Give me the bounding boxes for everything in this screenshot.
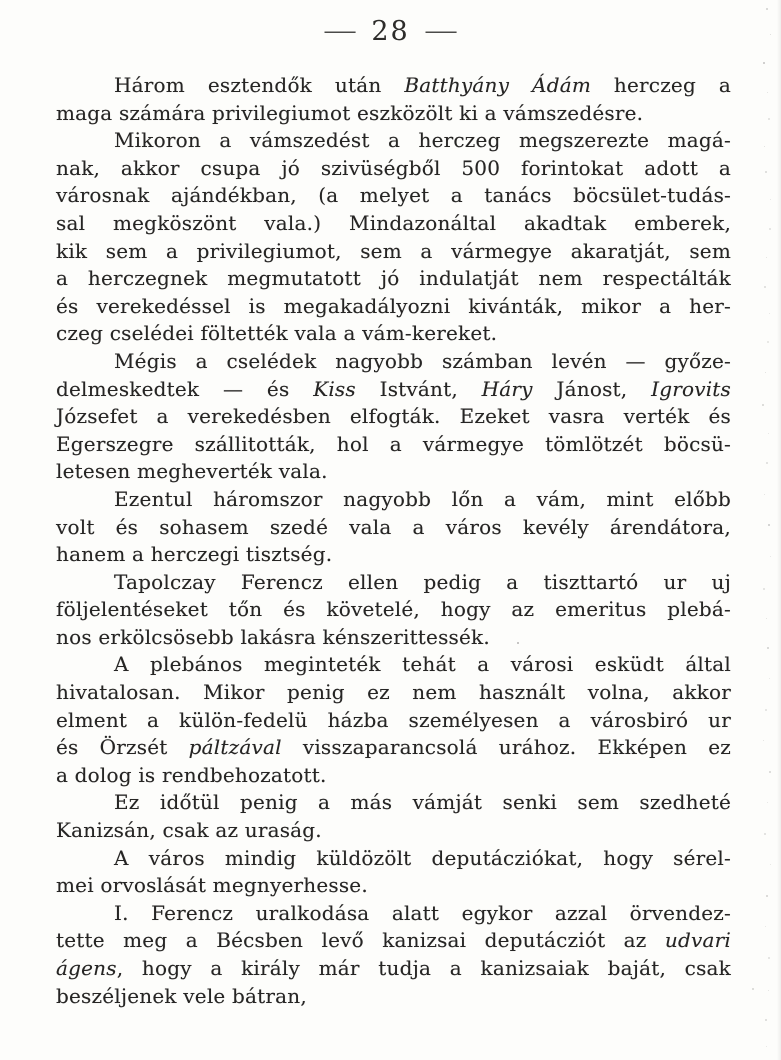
text-run: Tapolczay Ferencz ellen pedig a tiszttartó ur uj: [114, 569, 731, 594]
paragraph: [56, 900, 731, 1010]
text-line: [56, 72, 731, 100]
paragraph: [56, 72, 731, 127]
text-run: volt és sohasem szedé vala a város kevély árendátora,: [56, 514, 731, 539]
page-number: 28: [371, 16, 410, 47]
text-run: beszéljenek vele bátran,: [56, 983, 307, 1008]
paragraph: [56, 789, 731, 844]
paragraph: [56, 569, 731, 652]
italic-name-text: udvari: [664, 928, 731, 953]
text-run: Ez időtül penig a más vámját senki sem szedheté: [114, 790, 731, 815]
text-line: [56, 210, 731, 238]
text-line: [56, 983, 731, 1011]
text-line: [56, 403, 731, 431]
text-run: Mikoron a vámszedést a herczeg megszerezte magá-: [114, 128, 731, 153]
text-run: Mégis a cselédek nagyobb számban levén — győze-: [114, 348, 731, 373]
text-line: [56, 872, 731, 900]
text-run: hanem a herczegi tisztség.: [56, 542, 333, 567]
text-line: [56, 238, 731, 266]
text-line: [56, 293, 731, 321]
italic-name-text: Igrovits: [651, 376, 732, 401]
italic-name-text: Háry: [481, 376, 533, 401]
text-run: Három esztendők után: [114, 73, 405, 97]
text-run: I. Ferencz uralkodása alatt egykor azzal örvendez-: [114, 900, 731, 925]
text-line: [56, 348, 731, 376]
text-run: letesen megheverték vala.: [56, 459, 328, 484]
text-line: [56, 651, 731, 679]
text-run: a dolog is rendbehozatott.: [56, 762, 327, 787]
text-line: [56, 182, 731, 210]
italic-name-text: páltzával: [188, 735, 282, 760]
text-run: tette meg a Bécsben levő kanizsai deputácziót az: [56, 928, 665, 953]
text-line: [56, 900, 731, 928]
text-run: maga számára privilegiumot eszközölt ki a vámszedésre.: [56, 100, 644, 125]
text-line: [56, 569, 731, 597]
paragraph: [56, 651, 731, 789]
text-line: [56, 927, 731, 955]
text-line: [56, 596, 731, 624]
text-run: Kanizsán, csak az uraság.: [56, 818, 322, 843]
text-run: sal megköszönt vala.) Mindazonáltal akadtak emberek,: [56, 210, 731, 235]
paragraph: [56, 348, 731, 486]
text-line: [56, 541, 731, 569]
text-line: [56, 789, 731, 817]
text-run: följelentéseket tőn és követelé, hogy az emeritus plebá-: [56, 597, 731, 622]
text-run: mei orvoslását megnyerhesse.: [56, 873, 368, 898]
text-run: Józsefet a verekedésben elfogták. Ezeket vasra verték és: [56, 404, 731, 429]
text-line: [56, 734, 731, 762]
text-run: Egerszegre szállitották, hol a vármegye tömlötzét böcsü-: [56, 431, 731, 456]
italic-name-text: ágens: [56, 956, 117, 980]
text-run: hivatalosan. Mikor penig ez nem használt volna, akkor: [56, 680, 731, 705]
text-line: [56, 514, 731, 542]
text-run: Ezentul háromszor nagyobb lőn a vám, mint előbb: [114, 486, 731, 511]
italic-name-text: Batthyány Ádám: [404, 73, 591, 97]
text-run: A plebános meginteték tehát a városi esküdt által: [114, 652, 731, 677]
text-line: [56, 155, 731, 183]
text-run: visszaparancsolá urához. Ekképen ez: [281, 735, 731, 760]
page-header: [0, 0, 781, 45]
text-run: delmeskedtek — és: [56, 376, 314, 401]
text-line: [56, 624, 731, 652]
text-run: kik sem a privilegiumot, sem a vármegye akaratját, sem: [56, 238, 731, 263]
text-run: városnak ajándékban, (a melyet a tanács böcsület-tudás-: [56, 183, 731, 208]
text-run: czeg cselédei föltették vala a vám-kereket.: [56, 321, 498, 346]
paragraph: [56, 845, 731, 900]
paragraph: [56, 486, 731, 569]
text-line: [56, 679, 731, 707]
text-line: [56, 762, 731, 790]
text-line: [56, 100, 731, 128]
text-run: és Örzsét: [56, 735, 189, 760]
text-line: [56, 707, 731, 735]
header-dash-left: —: [323, 18, 358, 44]
header-dash-right: —: [423, 18, 458, 44]
text-line: [56, 486, 731, 514]
text-run: herczeg a: [591, 73, 732, 97]
text-run: a herczegnek megmutatott jó indulatját nem respectálták: [56, 266, 731, 291]
text-run: és verekedéssel is megakadályozni kivánták, mikor a her-: [56, 293, 731, 318]
text-run: elment a külön-fedelü házba személyesen a városbiró ur: [56, 707, 731, 732]
text-line: [56, 955, 731, 983]
text-run: , hogy a király már tudja a kanizsaiak baját, csak: [116, 956, 731, 980]
text-line: [56, 265, 731, 293]
text-run: A város mindig küldözölt deputácziókat, hogy sérel-: [114, 845, 731, 870]
text-line: [56, 320, 731, 348]
text-line: [56, 127, 731, 155]
text-run: nak, akkor csupa jó szivüségből 500 forintokat adott a: [56, 155, 731, 180]
text-line: [56, 845, 731, 873]
text-line: [56, 458, 731, 486]
page-body: [0, 45, 781, 1010]
text-line: [56, 817, 731, 845]
paragraph: [56, 127, 731, 348]
text-run: Jánost,: [532, 376, 652, 401]
text-line: [56, 376, 731, 404]
text-run: Istvánt,: [355, 376, 482, 401]
text-line: [56, 431, 731, 459]
text-run: nos erkölcsösebb lakásra kénszerittessék.: [56, 624, 490, 649]
italic-name-text: Kiss: [313, 376, 356, 401]
